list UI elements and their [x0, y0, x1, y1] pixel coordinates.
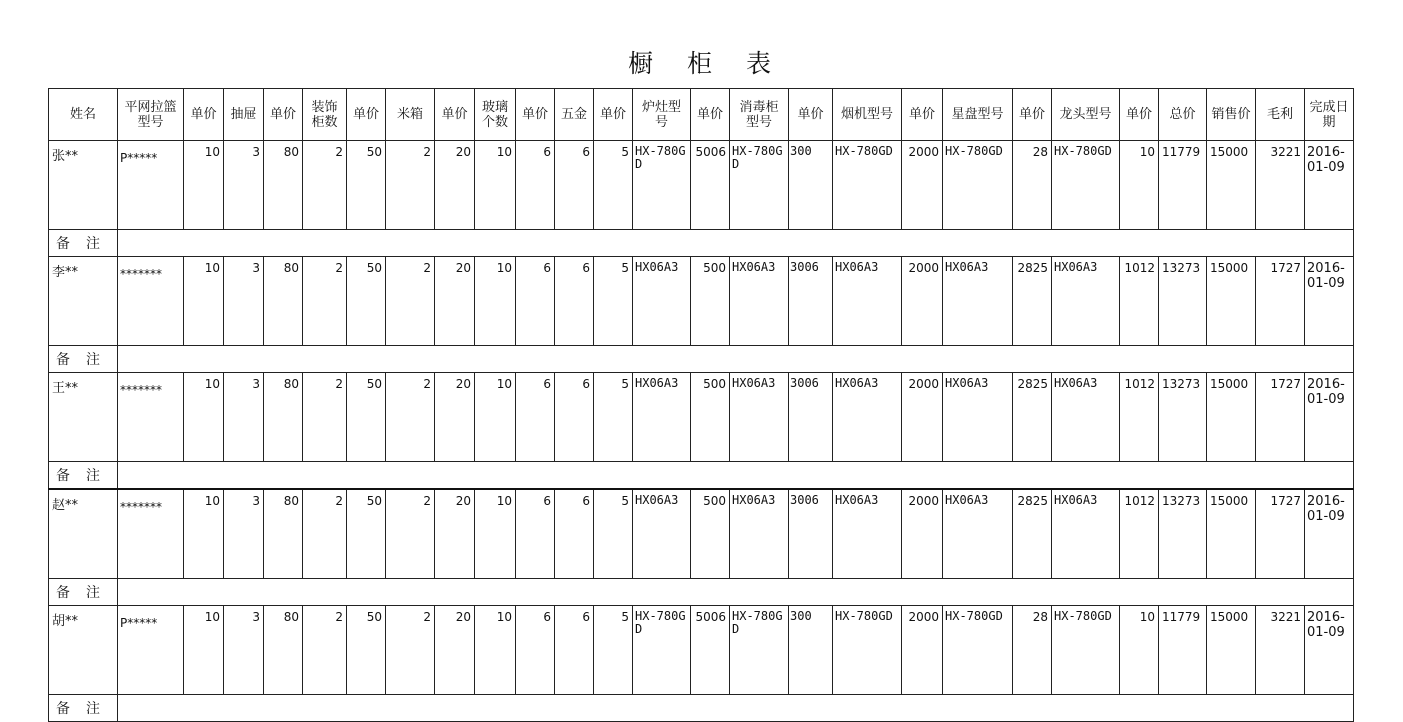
- cell-hood: HX06A3: [833, 489, 902, 579]
- cell-date: 2016-01-09: [1305, 373, 1354, 462]
- cell-stove: HX-780GD: [633, 606, 691, 695]
- note-row: [49, 346, 1354, 373]
- note-field[interactable]: [118, 695, 1354, 722]
- cell-hood: HX06A3: [833, 373, 902, 462]
- cell-steril: HX-780GD: [730, 141, 789, 230]
- cell-c16: 3006: [789, 257, 833, 346]
- cell-profit: 1727: [1256, 257, 1305, 346]
- cell-stove: HX06A3: [633, 489, 691, 579]
- cell-name: 胡**: [49, 606, 118, 695]
- table-row: [49, 606, 1354, 695]
- cell-c14: 5006: [691, 141, 730, 230]
- cell-c7: 2: [386, 257, 435, 346]
- cell-c9: 10: [475, 489, 516, 579]
- cell-c3: 3: [224, 141, 264, 230]
- note-row: [49, 462, 1354, 490]
- cell-total: 11779: [1159, 606, 1207, 695]
- cell-c11: 6: [555, 606, 594, 695]
- cell-c14: 5006: [691, 606, 730, 695]
- cell-c22: 1012: [1120, 257, 1159, 346]
- cell-c11: 6: [555, 257, 594, 346]
- cell-total: 13273: [1159, 373, 1207, 462]
- cell-c4: 80: [264, 606, 303, 695]
- cell-basket: *******: [118, 373, 184, 462]
- cell-basket: *******: [118, 489, 184, 579]
- cell-c2: 10: [184, 606, 224, 695]
- cabinet-table: [48, 88, 1354, 722]
- cell-basket: P*****: [118, 141, 184, 230]
- cell-c10: 6: [516, 489, 555, 579]
- title-char: 橱: [627, 49, 657, 78]
- cell-c7: 2: [386, 606, 435, 695]
- cell-c8: 20: [435, 257, 475, 346]
- cell-c2: 10: [184, 489, 224, 579]
- column-header: 消毒柜型号: [730, 89, 789, 141]
- cell-c10: 6: [516, 606, 555, 695]
- cell-c5: 2: [303, 257, 347, 346]
- note-row: [49, 230, 1354, 257]
- cell-c9: 10: [475, 606, 516, 695]
- cell-c2: 10: [184, 373, 224, 462]
- note-field[interactable]: [118, 230, 1354, 257]
- cell-c16: 300: [789, 606, 833, 695]
- cell-sink: HX-780GD: [943, 141, 1013, 230]
- column-header: 姓名: [49, 89, 118, 141]
- cell-c6: 50: [347, 606, 386, 695]
- cell-c18: 2000: [902, 489, 943, 579]
- column-header: 单价: [594, 89, 633, 141]
- cell-c7: 2: [386, 141, 435, 230]
- cell-c9: 10: [475, 373, 516, 462]
- cell-c7: 2: [386, 489, 435, 579]
- cell-sink: HX06A3: [943, 489, 1013, 579]
- cell-c6: 50: [347, 489, 386, 579]
- cell-c11: 6: [555, 373, 594, 462]
- note-label: 备注: [49, 579, 118, 606]
- cell-c4: 80: [264, 141, 303, 230]
- note-row: [49, 695, 1354, 722]
- cell-c8: 20: [435, 606, 475, 695]
- cell-c14: 500: [691, 489, 730, 579]
- column-header: 单价: [902, 89, 943, 141]
- cell-c6: 50: [347, 141, 386, 230]
- note-row: [49, 579, 1354, 606]
- column-header: 单价: [347, 89, 386, 141]
- column-header: 龙头型号: [1052, 89, 1120, 141]
- cell-c7: 2: [386, 373, 435, 462]
- cell-c3: 3: [224, 373, 264, 462]
- cell-c2: 10: [184, 141, 224, 230]
- table-row: [49, 489, 1354, 579]
- cell-tap: HX06A3: [1052, 257, 1120, 346]
- cell-basket: P*****: [118, 606, 184, 695]
- cell-c10: 6: [516, 141, 555, 230]
- cell-c12: 5: [594, 373, 633, 462]
- column-header: 单价: [691, 89, 730, 141]
- column-header: 单价: [435, 89, 475, 141]
- note-label: 备注: [49, 230, 118, 257]
- cell-total: 13273: [1159, 489, 1207, 579]
- cell-c5: 2: [303, 489, 347, 579]
- cell-c8: 20: [435, 373, 475, 462]
- cell-sink: HX-780GD: [943, 606, 1013, 695]
- cell-c20: 28: [1013, 141, 1052, 230]
- column-header: 米箱: [386, 89, 435, 141]
- cell-c10: 6: [516, 257, 555, 346]
- cell-c3: 3: [224, 606, 264, 695]
- cell-c6: 50: [347, 373, 386, 462]
- cell-c20: 2825: [1013, 489, 1052, 579]
- cell-c18: 2000: [902, 606, 943, 695]
- page-title: [0, 44, 1403, 80]
- column-header: 星盘型号: [943, 89, 1013, 141]
- column-header: 单价: [516, 89, 555, 141]
- cell-profit: 3221: [1256, 141, 1305, 230]
- table-row: [49, 373, 1354, 462]
- cell-sink: HX06A3: [943, 373, 1013, 462]
- column-header: 单价: [1013, 89, 1052, 141]
- cell-c10: 6: [516, 373, 555, 462]
- cell-c4: 80: [264, 257, 303, 346]
- cell-total: 11779: [1159, 141, 1207, 230]
- cell-c5: 2: [303, 373, 347, 462]
- cell-c9: 10: [475, 141, 516, 230]
- cell-date: 2016-01-09: [1305, 141, 1354, 230]
- cell-c5: 2: [303, 141, 347, 230]
- cell-date: 2016-01-09: [1305, 489, 1354, 579]
- cell-tap: HX-780GD: [1052, 141, 1120, 230]
- cell-c12: 5: [594, 257, 633, 346]
- column-header: 平网拉篮型号: [118, 89, 184, 141]
- cell-steril: HX06A3: [730, 373, 789, 462]
- column-header: 炉灶型号: [633, 89, 691, 141]
- note-field[interactable]: [118, 462, 1354, 490]
- cell-c14: 500: [691, 373, 730, 462]
- cell-c5: 2: [303, 606, 347, 695]
- column-header: 烟机型号: [833, 89, 902, 141]
- cell-c20: 28: [1013, 606, 1052, 695]
- cell-sale: 15000: [1207, 606, 1256, 695]
- cell-c2: 10: [184, 257, 224, 346]
- cell-name: 赵**: [49, 489, 118, 579]
- title-char: 表: [746, 49, 776, 78]
- cell-name: 张**: [49, 141, 118, 230]
- cell-date: 2016-01-09: [1305, 606, 1354, 695]
- cell-profit: 1727: [1256, 489, 1305, 579]
- cell-c9: 10: [475, 257, 516, 346]
- cell-sale: 15000: [1207, 257, 1256, 346]
- cell-stove: HX06A3: [633, 257, 691, 346]
- note-label: 备注: [49, 462, 118, 490]
- cell-hood: HX-780GD: [833, 606, 902, 695]
- cell-c22: 10: [1120, 141, 1159, 230]
- cell-c18: 2000: [902, 373, 943, 462]
- cell-c16: 300: [789, 141, 833, 230]
- cell-sale: 15000: [1207, 489, 1256, 579]
- cell-c4: 80: [264, 489, 303, 579]
- cell-c6: 50: [347, 257, 386, 346]
- cell-name: 李**: [49, 257, 118, 346]
- title-char: 柜: [686, 49, 716, 78]
- cell-tap: HX06A3: [1052, 489, 1120, 579]
- cell-c12: 5: [594, 606, 633, 695]
- cell-c18: 2000: [902, 141, 943, 230]
- cell-sale: 15000: [1207, 141, 1256, 230]
- column-header: 五金: [555, 89, 594, 141]
- cell-c20: 2825: [1013, 373, 1052, 462]
- table-row: [49, 141, 1354, 230]
- cell-c8: 20: [435, 141, 475, 230]
- cell-profit: 3221: [1256, 606, 1305, 695]
- cell-c14: 500: [691, 257, 730, 346]
- cell-steril: HX06A3: [730, 489, 789, 579]
- cell-c12: 5: [594, 489, 633, 579]
- cell-c3: 3: [224, 489, 264, 579]
- column-header: 单价: [1120, 89, 1159, 141]
- cell-c11: 6: [555, 489, 594, 579]
- cell-c16: 3006: [789, 489, 833, 579]
- cell-c22: 1012: [1120, 489, 1159, 579]
- cell-hood: HX06A3: [833, 257, 902, 346]
- cell-sale: 15000: [1207, 373, 1256, 462]
- cell-c3: 3: [224, 257, 264, 346]
- column-header: 完成日期: [1305, 89, 1354, 141]
- cell-sink: HX06A3: [943, 257, 1013, 346]
- cell-name: 王**: [49, 373, 118, 462]
- cell-total: 13273: [1159, 257, 1207, 346]
- cell-date: 2016-01-09: [1305, 257, 1354, 346]
- column-header: 总价: [1159, 89, 1207, 141]
- table-row: [49, 257, 1354, 346]
- column-header: 抽屉: [224, 89, 264, 141]
- column-header: 装饰柜数: [303, 89, 347, 141]
- cell-c11: 6: [555, 141, 594, 230]
- cell-tap: HX06A3: [1052, 373, 1120, 462]
- column-header: 单价: [789, 89, 833, 141]
- cell-c16: 3006: [789, 373, 833, 462]
- note-field[interactable]: [118, 579, 1354, 606]
- cell-c8: 20: [435, 489, 475, 579]
- note-label: 备注: [49, 346, 118, 373]
- column-header: 单价: [264, 89, 303, 141]
- cell-tap: HX-780GD: [1052, 606, 1120, 695]
- column-header: 单价: [184, 89, 224, 141]
- cell-stove: HX-780GD: [633, 141, 691, 230]
- cell-steril: HX-780GD: [730, 606, 789, 695]
- cell-hood: HX-780GD: [833, 141, 902, 230]
- column-header: 销售价: [1207, 89, 1256, 141]
- note-field[interactable]: [118, 346, 1354, 373]
- cell-stove: HX06A3: [633, 373, 691, 462]
- cell-c22: 1012: [1120, 373, 1159, 462]
- cell-c12: 5: [594, 141, 633, 230]
- cell-c22: 10: [1120, 606, 1159, 695]
- column-header: 玻璃个数: [475, 89, 516, 141]
- cell-profit: 1727: [1256, 373, 1305, 462]
- column-header: 毛利: [1256, 89, 1305, 141]
- cell-c20: 2825: [1013, 257, 1052, 346]
- cell-c4: 80: [264, 373, 303, 462]
- cell-basket: *******: [118, 257, 184, 346]
- cell-steril: HX06A3: [730, 257, 789, 346]
- header-row: [49, 89, 1354, 141]
- cell-c18: 2000: [902, 257, 943, 346]
- note-label: 备注: [49, 695, 118, 722]
